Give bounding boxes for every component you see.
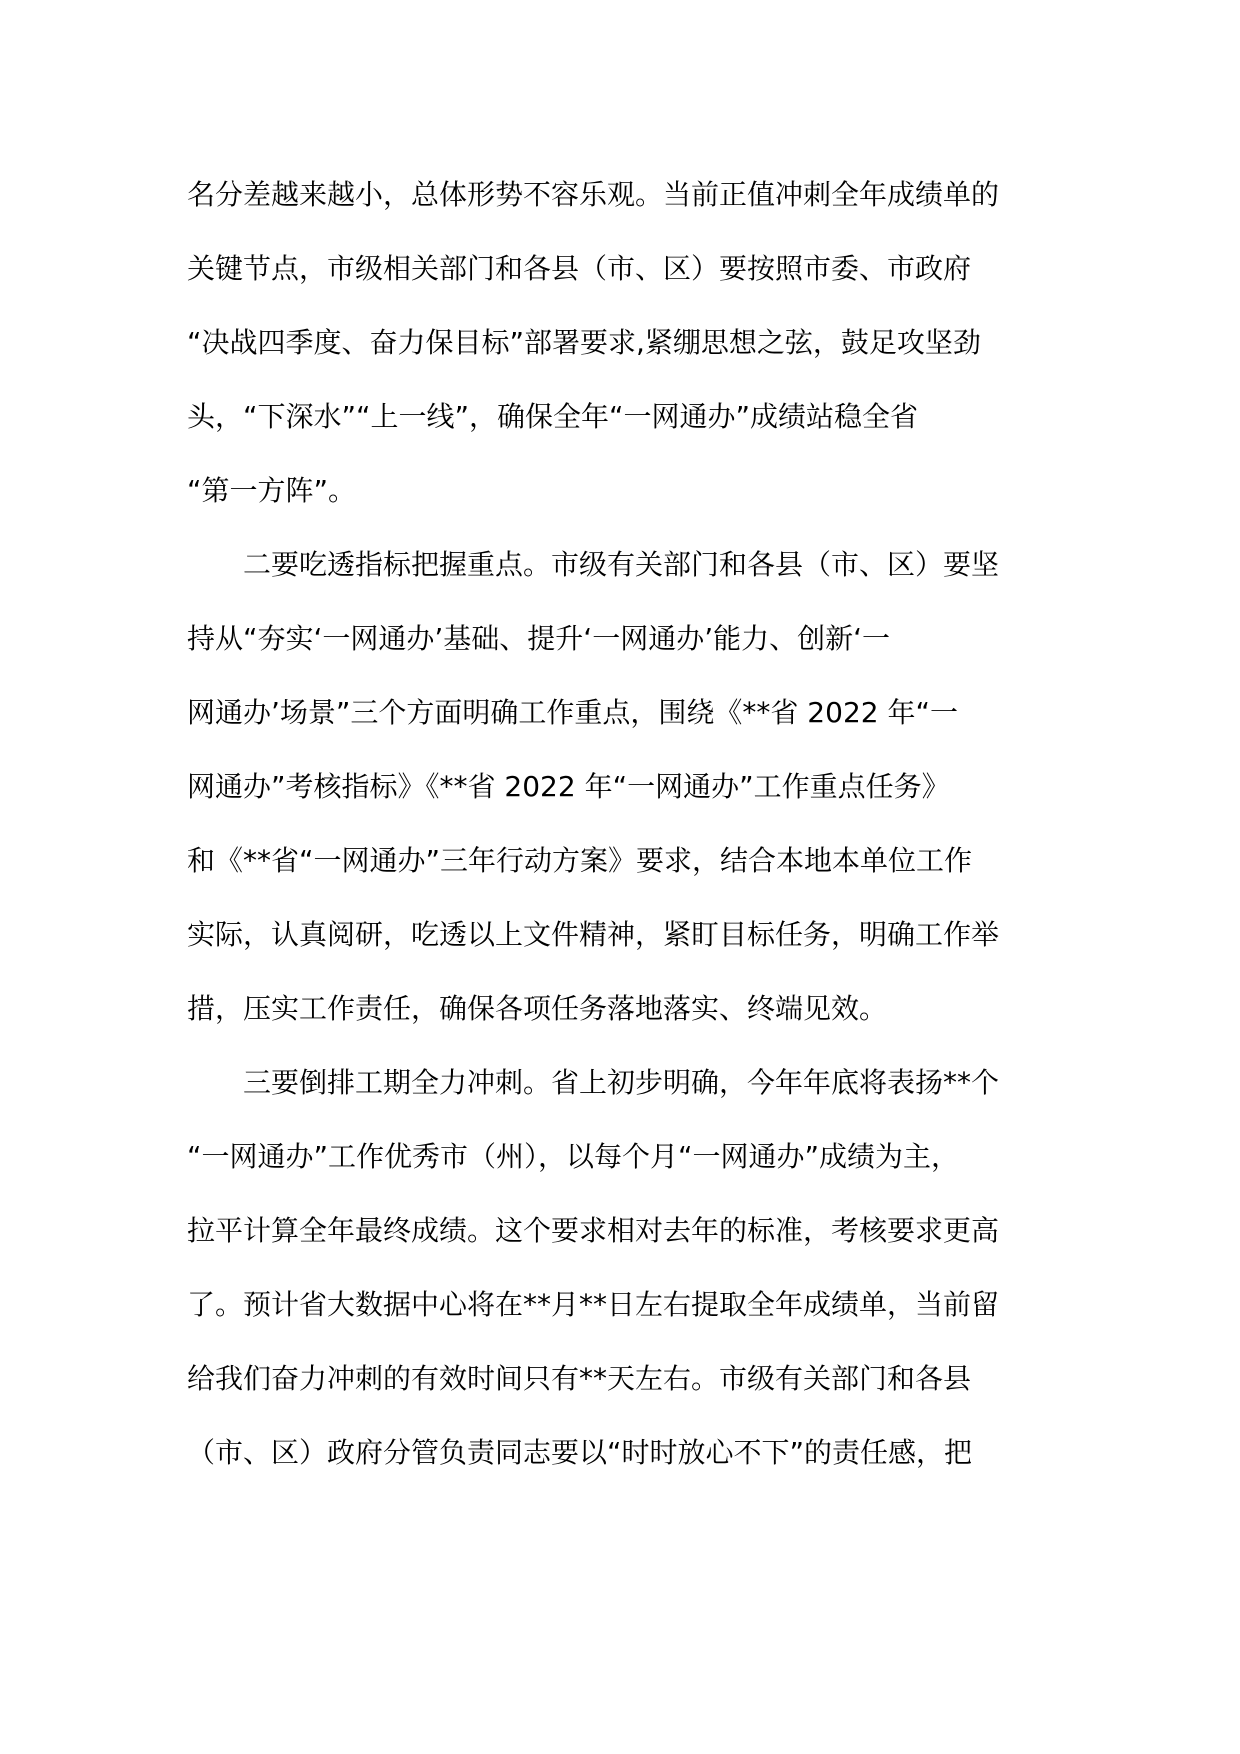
paragraph: [187, 528, 1067, 1046]
text-line: 了。预计省大数据中心将在**月**日左右提取全年成绩单，当前留: [187, 1288, 1000, 1321]
text-line: 三要倒排工期全力冲刺。省上初步明确，今年年底将表扬**个: [243, 1066, 1000, 1099]
text-line: “一网通办”工作优秀市（州），以每个月“一网通办”成绩为主，: [187, 1140, 960, 1173]
text-line: 拉平计算全年最终成绩。这个要求相对去年的标准，考核要求更高: [187, 1214, 1000, 1247]
text-line: “第一方阵”。: [187, 474, 357, 507]
text-line: 名分差越来越小，总体形势不容乐观。当前正值冲刺全年成绩单的: [187, 178, 1000, 211]
text-line: 持从“夯实‘一网通办’基础、提升‘一网通办’能力、创新‘一: [187, 622, 891, 655]
text-line: 关键节点，市级相关部门和各县（市、区）要按照市委、市政府: [187, 252, 972, 285]
text-line: 二要吃透指标把握重点。市级有关部门和各县（市、区）要坚: [243, 548, 1000, 581]
paragraph: [187, 1046, 1067, 1490]
document-body: [187, 158, 1067, 1490]
text-line: 头，“下深水”“上一线”，确保全年“一网通办”成绩站稳全省: [187, 400, 919, 433]
text-line: 网通办”考核指标》《**省 2022 年“一网通办”工作重点任务》: [187, 770, 950, 803]
text-line: 实际，认真阅研，吃透以上文件精神，紧盯目标任务，明确工作举: [187, 918, 1000, 951]
text-line: 给我们奋力冲刺的有效时间只有**天左右。市级有关部门和各县: [187, 1362, 972, 1395]
text-line: “决战四季度、奋力保目标”部署要求,紧绷思想之弦，鼓足攻坚劲: [187, 326, 981, 359]
paragraph: [187, 158, 1067, 528]
text-line: （市、区）政府分管负责同志要以“时时放心不下”的责任感，把: [187, 1436, 973, 1469]
text-line: 措，压实工作责任，确保各项任务落地落实、终端见效。: [187, 992, 888, 1025]
text-line: 网通办’场景”三个方面明确工作重点，围绕《**省 2022 年“一: [187, 696, 958, 729]
text-line: 和《**省“一网通办”三年行动方案》要求，结合本地本单位工作: [187, 844, 973, 877]
